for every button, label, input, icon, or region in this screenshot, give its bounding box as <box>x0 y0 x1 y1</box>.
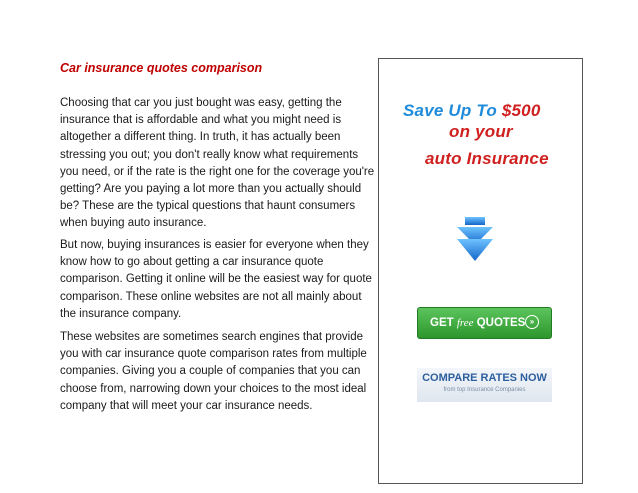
paragraph-1: Choosing that car you just bought was easy, getting the insurance that is affordable and what you might need is altogether a different thing. In truth, it has actually been stressing you out; you don't really know what requirements you need, or if the rate is the right one for the coverage you're getting? Are you paying a lot more than you actually should be? These are the typical questions that haunt consumers when buying auto insurance. <box>60 97 375 230</box>
ad-headline-prefix: Save Up To <box>403 101 502 120</box>
ad-headline-line-3: auto Insurance <box>425 149 549 168</box>
ad-headline-line-1 <box>403 101 541 121</box>
get-free-quotes-button[interactable] <box>417 307 552 339</box>
get-quotes-free: free <box>456 317 474 329</box>
get-quotes-prefix: GET <box>430 317 457 329</box>
insurance-ad-banner[interactable] <box>378 58 583 484</box>
paragraph-2: But now, buying insurances is easier for everyone when they know how to go about getting a car insurance quote comparison. Getting it online will be the easiest way for quote comparison. These online websites are not all mainly about the insurance company. <box>60 239 372 320</box>
compare-rates-button[interactable] <box>417 368 552 402</box>
paragraph-3: These websites are sometimes search engines that provide you with car insurance quote comparison rates from multiple companies. Giving you a couple of companies that you can choose from, narrowing down your choices to the most ideal company that will meet your car insurance needs. <box>60 331 367 412</box>
ad-headline-line-2: on your <box>449 122 513 141</box>
down-arrow-icon <box>455 217 495 263</box>
compare-rates-title: COMPARE RATES NOW <box>422 372 547 384</box>
double-chevron-right-icon: » <box>525 315 539 329</box>
compare-rates-subtitle: from top Insurance Companies <box>443 387 526 393</box>
ad-headline-amount: $500 <box>501 101 541 120</box>
get-quotes-suffix: QUOTES <box>473 317 526 329</box>
document-title: Car insurance quotes comparison <box>60 61 263 75</box>
